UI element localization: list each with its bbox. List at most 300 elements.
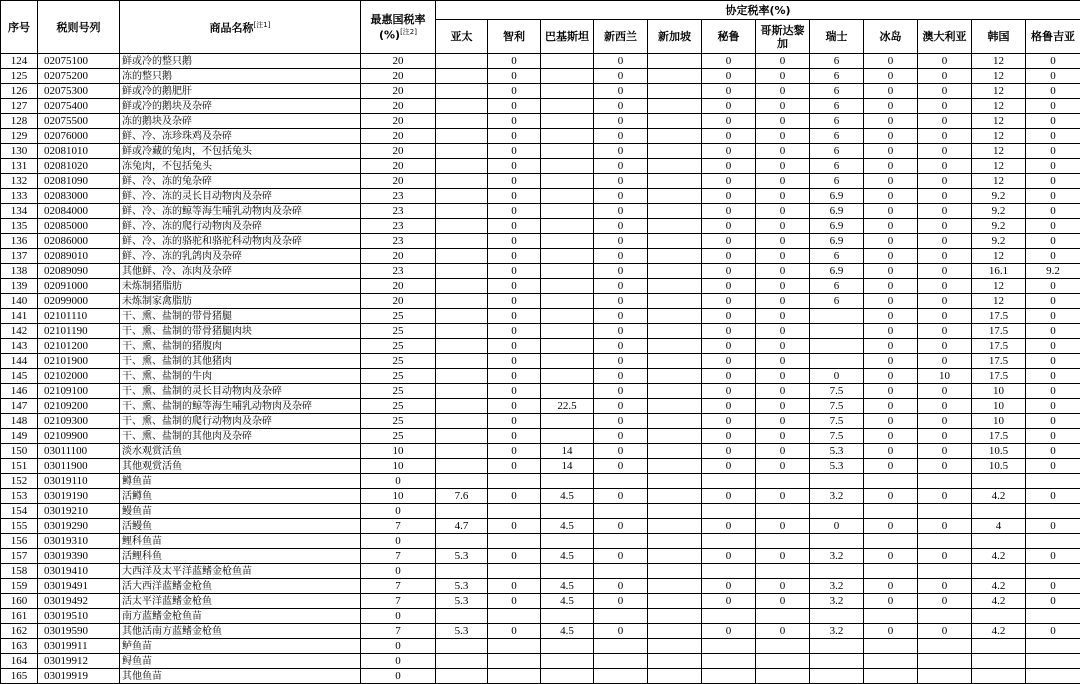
header-product-name-note: [注1]: [254, 21, 271, 29]
cell-rate-georgia: 0: [1026, 204, 1080, 219]
cell-rate-new-zealand: 0: [594, 354, 648, 369]
cell-rate-pakistan: [541, 294, 594, 309]
cell-tariff-code: 03011100: [38, 444, 120, 459]
cell-rate-australia: 0: [918, 69, 972, 84]
cell-rate-peru: 0: [702, 69, 756, 84]
cell-rate-singapore: [648, 369, 702, 384]
cell-rate-asia-pacific: [436, 384, 488, 399]
cell-rate-new-zealand: 0: [594, 399, 648, 414]
cell-rate-pakistan: [541, 324, 594, 339]
cell-mfn-rate: 20: [361, 249, 436, 264]
cell-rate-costa-rica: 0: [756, 234, 810, 249]
cell-seq: 132: [1, 174, 38, 189]
cell-product-name: 活大西洋蓝鳍金枪鱼: [120, 579, 361, 594]
cell-rate-pakistan: 14: [541, 459, 594, 474]
cell-rate-chile: 0: [488, 369, 541, 384]
cell-rate-iceland: 0: [864, 354, 918, 369]
cell-rate-asia-pacific: [436, 204, 488, 219]
cell-rate-new-zealand: 0: [594, 339, 648, 354]
cell-rate-iceland: [864, 609, 918, 624]
cell-rate-georgia: 0: [1026, 444, 1080, 459]
cell-product-name: 其他活南方蓝鳍金枪鱼: [120, 624, 361, 639]
cell-rate-georgia: [1026, 669, 1080, 684]
cell-mfn-rate: 0: [361, 669, 436, 684]
table-row: [1, 414, 1080, 429]
cell-seq: 161: [1, 609, 38, 624]
cell-rate-new-zealand: 0: [594, 369, 648, 384]
table-row: [1, 54, 1080, 69]
cell-mfn-rate: 0: [361, 564, 436, 579]
cell-rate-peru: 0: [702, 189, 756, 204]
cell-product-name: 鲈鱼苗: [120, 639, 361, 654]
cell-rate-pakistan: [541, 429, 594, 444]
cell-rate-pakistan: [541, 354, 594, 369]
cell-tariff-code: 02081020: [38, 159, 120, 174]
cell-rate-singapore: [648, 474, 702, 489]
cell-mfn-rate: 20: [361, 114, 436, 129]
cell-rate-asia-pacific: [436, 114, 488, 129]
cell-rate-georgia: 0: [1026, 294, 1080, 309]
table-row: [1, 549, 1080, 564]
cell-rate-korea: 12: [972, 279, 1026, 294]
cell-rate-korea: 4.2: [972, 594, 1026, 609]
cell-rate-new-zealand: 0: [594, 519, 648, 534]
cell-rate-pakistan: [541, 369, 594, 384]
cell-rate-iceland: 0: [864, 189, 918, 204]
cell-mfn-rate: 25: [361, 369, 436, 384]
cell-rate-australia: 0: [918, 444, 972, 459]
cell-product-name: 干、熏、盐制的鲸等海生哺乳动物肉及杂碎: [120, 399, 361, 414]
cell-tariff-code: 03019410: [38, 564, 120, 579]
cell-tariff-code: 03019919: [38, 669, 120, 684]
cell-rate-chile: [488, 474, 541, 489]
cell-rate-australia: 0: [918, 459, 972, 474]
cell-rate-iceland: 0: [864, 579, 918, 594]
cell-rate-pakistan: 4.5: [541, 489, 594, 504]
cell-rate-singapore: [648, 459, 702, 474]
cell-rate-peru: 0: [702, 579, 756, 594]
cell-rate-switzerland: 6.9: [810, 264, 864, 279]
cell-rate-switzerland: 6: [810, 54, 864, 69]
cell-rate-peru: 0: [702, 204, 756, 219]
cell-product-name: 鲜、冷、冻的灵长目动物肉及杂碎: [120, 189, 361, 204]
cell-rate-iceland: 0: [864, 489, 918, 504]
cell-rate-singapore: [648, 129, 702, 144]
cell-rate-chile: 0: [488, 594, 541, 609]
cell-seq: 127: [1, 99, 38, 114]
cell-rate-iceland: [864, 534, 918, 549]
cell-rate-costa-rica: 0: [756, 444, 810, 459]
header-partner: 澳大利亚: [918, 20, 972, 54]
cell-rate-new-zealand: 0: [594, 294, 648, 309]
cell-product-name: 鲜、冷、冻的兔杂碎: [120, 174, 361, 189]
cell-tariff-code: 02085000: [38, 219, 120, 234]
cell-rate-new-zealand: 0: [594, 219, 648, 234]
cell-rate-georgia: 0: [1026, 99, 1080, 114]
cell-rate-chile: 0: [488, 219, 541, 234]
cell-rate-iceland: 0: [864, 459, 918, 474]
cell-tariff-code: 03019492: [38, 594, 120, 609]
cell-rate-singapore: [648, 54, 702, 69]
cell-rate-costa-rica: 0: [756, 279, 810, 294]
cell-rate-singapore: [648, 354, 702, 369]
cell-product-name: 鲜、冷、冻的乳鸽肉及杂碎: [120, 249, 361, 264]
cell-rate-iceland: 0: [864, 444, 918, 459]
cell-rate-chile: 0: [488, 414, 541, 429]
cell-rate-peru: [702, 609, 756, 624]
cell-rate-singapore: [648, 264, 702, 279]
cell-rate-peru: 0: [702, 129, 756, 144]
cell-rate-singapore: [648, 384, 702, 399]
cell-rate-iceland: 0: [864, 429, 918, 444]
cell-rate-pakistan: [541, 189, 594, 204]
cell-mfn-rate: 25: [361, 399, 436, 414]
cell-rate-korea: [972, 534, 1026, 549]
cell-rate-singapore: [648, 444, 702, 459]
cell-rate-chile: 0: [488, 294, 541, 309]
cell-rate-new-zealand: 0: [594, 204, 648, 219]
cell-rate-switzerland: 6: [810, 144, 864, 159]
cell-rate-korea: 17.5: [972, 354, 1026, 369]
cell-rate-georgia: [1026, 654, 1080, 669]
cell-rate-iceland: 0: [864, 324, 918, 339]
cell-rate-costa-rica: [756, 639, 810, 654]
cell-rate-iceland: [864, 654, 918, 669]
table-row: [1, 234, 1080, 249]
cell-rate-switzerland: 7.5: [810, 399, 864, 414]
cell-rate-georgia: 0: [1026, 339, 1080, 354]
cell-rate-costa-rica: 0: [756, 114, 810, 129]
table-row: [1, 174, 1080, 189]
table-row: [1, 84, 1080, 99]
cell-tariff-code: 02109300: [38, 414, 120, 429]
cell-rate-switzerland: 3.2: [810, 594, 864, 609]
cell-rate-new-zealand: 0: [594, 129, 648, 144]
cell-rate-australia: 0: [918, 354, 972, 369]
cell-rate-peru: [702, 504, 756, 519]
cell-rate-australia: 0: [918, 294, 972, 309]
cell-mfn-rate: 23: [361, 219, 436, 234]
cell-rate-switzerland: [810, 324, 864, 339]
table-row: [1, 159, 1080, 174]
cell-rate-switzerland: [810, 639, 864, 654]
cell-rate-iceland: [864, 639, 918, 654]
cell-rate-peru: 0: [702, 234, 756, 249]
cell-seq: 157: [1, 549, 38, 564]
cell-rate-chile: 0: [488, 144, 541, 159]
cell-rate-costa-rica: 0: [756, 324, 810, 339]
cell-rate-singapore: [648, 339, 702, 354]
cell-product-name: 鲜、冷、冻的爬行动物肉及杂碎: [120, 219, 361, 234]
cell-tariff-code: 02091000: [38, 279, 120, 294]
cell-rate-asia-pacific: [436, 84, 488, 99]
cell-rate-chile: 0: [488, 69, 541, 84]
cell-rate-australia: 0: [918, 279, 972, 294]
cell-rate-switzerland: 3.2: [810, 489, 864, 504]
cell-rate-korea: [972, 474, 1026, 489]
cell-rate-australia: 0: [918, 414, 972, 429]
cell-product-name: 鲜或冷的鹅肥肝: [120, 84, 361, 99]
cell-rate-australia: 0: [918, 429, 972, 444]
header-tariff-code: 税则号列: [38, 1, 120, 54]
cell-rate-australia: [918, 639, 972, 654]
cell-rate-korea: 10: [972, 384, 1026, 399]
cell-rate-asia-pacific: [436, 339, 488, 354]
cell-seq: 144: [1, 354, 38, 369]
cell-rate-australia: 0: [918, 339, 972, 354]
cell-rate-peru: 0: [702, 444, 756, 459]
cell-rate-pakistan: [541, 264, 594, 279]
cell-product-name: 冻的整只鹅: [120, 69, 361, 84]
cell-mfn-rate: 20: [361, 144, 436, 159]
table-row: [1, 354, 1080, 369]
cell-rate-peru: 0: [702, 99, 756, 114]
table-row: [1, 99, 1080, 114]
cell-rate-asia-pacific: [436, 189, 488, 204]
cell-rate-korea: 12: [972, 99, 1026, 114]
table-row: [1, 609, 1080, 624]
cell-rate-georgia: 0: [1026, 354, 1080, 369]
cell-rate-georgia: 0: [1026, 579, 1080, 594]
cell-rate-pakistan: [541, 414, 594, 429]
cell-rate-singapore: [648, 204, 702, 219]
cell-rate-new-zealand: [594, 639, 648, 654]
cell-rate-chile: [488, 669, 541, 684]
cell-rate-asia-pacific: [436, 639, 488, 654]
cell-rate-new-zealand: 0: [594, 324, 648, 339]
cell-rate-iceland: [864, 474, 918, 489]
cell-rate-pakistan: [541, 654, 594, 669]
cell-rate-costa-rica: 0: [756, 414, 810, 429]
cell-mfn-rate: 25: [361, 309, 436, 324]
cell-rate-costa-rica: 0: [756, 369, 810, 384]
cell-seq: 140: [1, 294, 38, 309]
header-partner: 巴基斯坦: [541, 20, 594, 54]
cell-rate-asia-pacific: 5.3: [436, 624, 488, 639]
cell-rate-georgia: [1026, 504, 1080, 519]
cell-rate-costa-rica: 0: [756, 309, 810, 324]
header-partner: 新加坡: [648, 20, 702, 54]
cell-tariff-code: 02075100: [38, 54, 120, 69]
cell-seq: 139: [1, 279, 38, 294]
cell-mfn-rate: 20: [361, 294, 436, 309]
cell-rate-korea: 12: [972, 69, 1026, 84]
cell-rate-pakistan: [541, 504, 594, 519]
cell-rate-costa-rica: 0: [756, 579, 810, 594]
cell-rate-peru: 0: [702, 84, 756, 99]
cell-rate-costa-rica: 0: [756, 189, 810, 204]
cell-rate-pakistan: [541, 54, 594, 69]
cell-tariff-code: 02101110: [38, 309, 120, 324]
cell-rate-peru: [702, 564, 756, 579]
cell-tariff-code: 02081090: [38, 174, 120, 189]
cell-rate-new-zealand: 0: [594, 624, 648, 639]
cell-rate-chile: 0: [488, 459, 541, 474]
cell-rate-asia-pacific: [436, 174, 488, 189]
cell-rate-singapore: [648, 309, 702, 324]
cell-rate-singapore: [648, 669, 702, 684]
cell-tariff-code: 02101200: [38, 339, 120, 354]
cell-rate-korea: 10: [972, 399, 1026, 414]
cell-rate-singapore: [648, 189, 702, 204]
cell-rate-georgia: [1026, 564, 1080, 579]
cell-rate-georgia: [1026, 534, 1080, 549]
cell-rate-costa-rica: 0: [756, 219, 810, 234]
cell-rate-georgia: 0: [1026, 114, 1080, 129]
cell-rate-australia: 0: [918, 129, 972, 144]
cell-rate-singapore: [648, 279, 702, 294]
table-row: [1, 219, 1080, 234]
cell-rate-iceland: 0: [864, 264, 918, 279]
cell-rate-georgia: 0: [1026, 324, 1080, 339]
cell-rate-korea: 4.2: [972, 489, 1026, 504]
cell-rate-chile: 0: [488, 84, 541, 99]
cell-tariff-code: 02081010: [38, 144, 120, 159]
cell-mfn-rate: 20: [361, 174, 436, 189]
cell-rate-asia-pacific: [436, 474, 488, 489]
cell-rate-chile: [488, 609, 541, 624]
cell-rate-pakistan: [541, 174, 594, 189]
cell-rate-asia-pacific: 7.6: [436, 489, 488, 504]
cell-rate-australia: [918, 669, 972, 684]
cell-tariff-code: 02083000: [38, 189, 120, 204]
cell-rate-korea: [972, 504, 1026, 519]
cell-product-name: 干、熏、盐制的爬行动物肉及杂碎: [120, 414, 361, 429]
cell-rate-australia: [918, 564, 972, 579]
cell-rate-georgia: 0: [1026, 279, 1080, 294]
cell-rate-chile: [488, 564, 541, 579]
table-row: [1, 249, 1080, 264]
cell-product-name: 干、熏、盐制的其他猪肉: [120, 354, 361, 369]
cell-mfn-rate: 20: [361, 69, 436, 84]
cell-mfn-rate: 20: [361, 54, 436, 69]
cell-mfn-rate: 7: [361, 519, 436, 534]
cell-product-name: 干、熏、盐制的带骨猪腿: [120, 309, 361, 324]
cell-mfn-rate: 0: [361, 639, 436, 654]
cell-rate-chile: 0: [488, 279, 541, 294]
cell-mfn-rate: 20: [361, 129, 436, 144]
table-row: [1, 114, 1080, 129]
cell-rate-costa-rica: 0: [756, 99, 810, 114]
cell-tariff-code: 03019590: [38, 624, 120, 639]
cell-rate-asia-pacific: [436, 279, 488, 294]
cell-rate-pakistan: 4.5: [541, 519, 594, 534]
cell-seq: 149: [1, 429, 38, 444]
cell-rate-iceland: 0: [864, 549, 918, 564]
cell-rate-australia: 0: [918, 264, 972, 279]
table-row: [1, 504, 1080, 519]
cell-rate-asia-pacific: [436, 219, 488, 234]
cell-seq: 162: [1, 624, 38, 639]
cell-mfn-rate: 25: [361, 354, 436, 369]
cell-mfn-rate: 0: [361, 534, 436, 549]
cell-rate-peru: [702, 654, 756, 669]
cell-tariff-code: 02075200: [38, 69, 120, 84]
table-row: [1, 444, 1080, 459]
cell-rate-costa-rica: 0: [756, 294, 810, 309]
cell-rate-new-zealand: [594, 504, 648, 519]
cell-rate-iceland: 0: [864, 594, 918, 609]
cell-rate-singapore: [648, 84, 702, 99]
table-row: [1, 324, 1080, 339]
header-mfn-rate: [361, 1, 436, 54]
cell-rate-iceland: 0: [864, 339, 918, 354]
cell-rate-costa-rica: 0: [756, 624, 810, 639]
cell-rate-singapore: [648, 99, 702, 114]
cell-rate-georgia: 0: [1026, 129, 1080, 144]
cell-rate-costa-rica: 0: [756, 54, 810, 69]
cell-mfn-rate: 20: [361, 279, 436, 294]
cell-rate-chile: 0: [488, 309, 541, 324]
cell-tariff-code: 03019210: [38, 504, 120, 519]
cell-rate-costa-rica: 0: [756, 519, 810, 534]
cell-rate-australia: 0: [918, 624, 972, 639]
cell-rate-chile: [488, 504, 541, 519]
cell-rate-singapore: [648, 249, 702, 264]
cell-rate-korea: 4: [972, 519, 1026, 534]
cell-rate-georgia: 0: [1026, 549, 1080, 564]
cell-rate-chile: 0: [488, 489, 541, 504]
cell-rate-costa-rica: 0: [756, 354, 810, 369]
cell-rate-iceland: 0: [864, 174, 918, 189]
table-row: [1, 459, 1080, 474]
cell-rate-pakistan: [541, 564, 594, 579]
cell-rate-new-zealand: 0: [594, 144, 648, 159]
cell-rate-australia: 0: [918, 219, 972, 234]
table-row: [1, 309, 1080, 324]
cell-rate-costa-rica: 0: [756, 594, 810, 609]
cell-product-name: 鲟鱼苗: [120, 654, 361, 669]
cell-rate-korea: 17.5: [972, 429, 1026, 444]
cell-rate-pakistan: 22.5: [541, 399, 594, 414]
table-row: [1, 204, 1080, 219]
cell-rate-switzerland: 3.2: [810, 579, 864, 594]
cell-rate-pakistan: [541, 99, 594, 114]
cell-seq: 154: [1, 504, 38, 519]
cell-rate-georgia: 0: [1026, 384, 1080, 399]
cell-rate-costa-rica: 0: [756, 459, 810, 474]
cell-rate-asia-pacific: 5.3: [436, 579, 488, 594]
cell-rate-asia-pacific: 5.3: [436, 594, 488, 609]
cell-rate-australia: 0: [918, 54, 972, 69]
header-mfn-note: [注2]: [400, 28, 417, 36]
header-partner: 格鲁吉亚: [1026, 20, 1080, 54]
cell-rate-new-zealand: 0: [594, 84, 648, 99]
cell-rate-peru: 0: [702, 114, 756, 129]
cell-rate-iceland: 0: [864, 144, 918, 159]
header-product-name: [120, 1, 361, 54]
cell-rate-pakistan: [541, 384, 594, 399]
cell-rate-singapore: [648, 519, 702, 534]
cell-rate-iceland: 0: [864, 84, 918, 99]
cell-product-name: 干、熏、盐制的其他肉及杂碎: [120, 429, 361, 444]
cell-seq: 155: [1, 519, 38, 534]
cell-rate-asia-pacific: [436, 54, 488, 69]
cell-rate-asia-pacific: [436, 444, 488, 459]
cell-rate-switzerland: 7.5: [810, 414, 864, 429]
table-row: [1, 294, 1080, 309]
cell-rate-singapore: [648, 504, 702, 519]
cell-seq: 165: [1, 669, 38, 684]
cell-rate-costa-rica: 0: [756, 174, 810, 189]
cell-mfn-rate: 25: [361, 384, 436, 399]
table-row: [1, 669, 1080, 684]
cell-rate-chile: 0: [488, 354, 541, 369]
cell-mfn-rate: 25: [361, 414, 436, 429]
cell-product-name: 鲜或冷的整只鹅: [120, 54, 361, 69]
cell-tariff-code: 03019491: [38, 579, 120, 594]
cell-rate-asia-pacific: 4.7: [436, 519, 488, 534]
